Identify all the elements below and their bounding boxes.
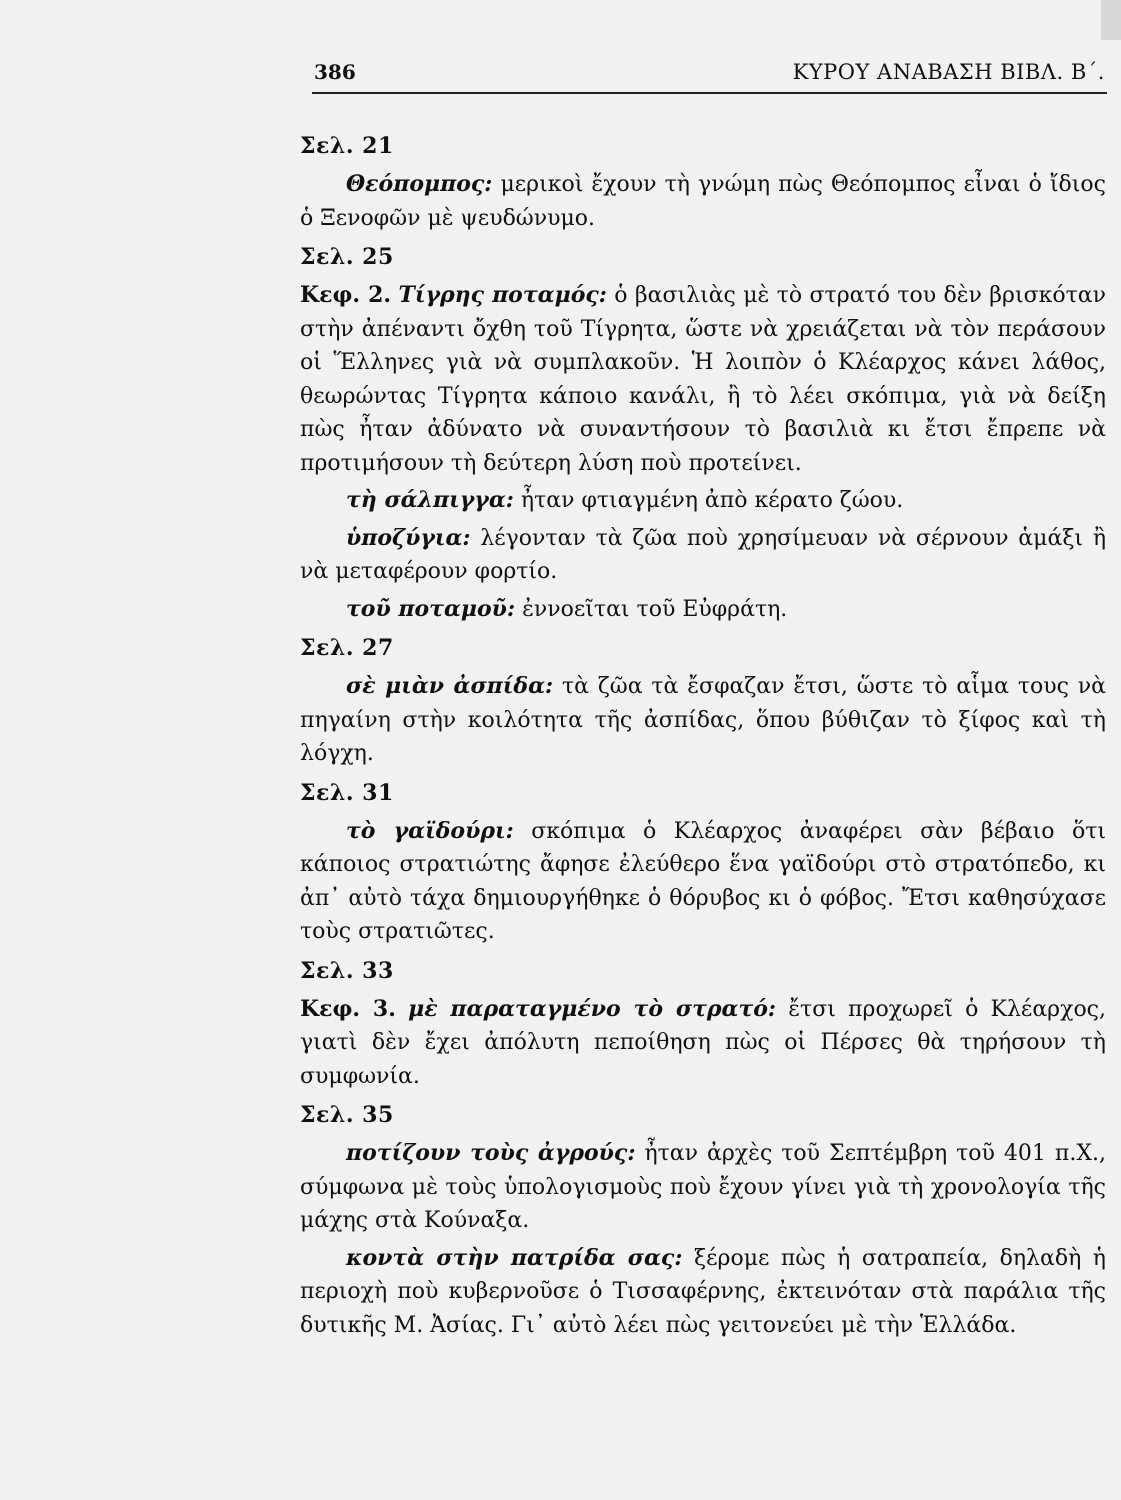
note-paragraph bbox=[300, 593, 1106, 627]
chapter-ref: Κεφ. 3. bbox=[300, 995, 396, 1022]
note-text: ἦταν φτιαγμένη ἀπὸ κέρατο ζώου. bbox=[513, 488, 904, 513]
note-paragraph bbox=[300, 279, 1106, 480]
note-text: τὰ ζῶα τὰ ἔσφαζαν ἔτσι, ὥστε τὸ αἷμα τους νὰ πηγαίνη στὴν κοιλότητα τῆς ἀσπίδας, ὅπου βύθιζαν τὸ ξίφος καὶ τὴ λόγχη. bbox=[300, 674, 1106, 766]
note-term: κοντὰ στὴν πατρίδα σας: bbox=[346, 1244, 683, 1271]
page-number: 386 bbox=[314, 60, 356, 84]
commentary-body bbox=[300, 128, 1106, 1346]
note-paragraph bbox=[300, 522, 1106, 589]
chapter-ref: Κεφ. 2. bbox=[300, 282, 392, 308]
note-text: λέγονταν τὰ ζῶα ποὺ χρησίμευαν νὰ σέρνουν ἁμάξι ἢ νὰ μεταφέρουν φορτίο. bbox=[300, 525, 1106, 584]
note-text: ἐννοεῖται τοῦ Εὐφράτη. bbox=[515, 596, 788, 622]
note-term: τοῦ ποταμοῦ: bbox=[346, 595, 516, 622]
note-paragraph bbox=[300, 1137, 1106, 1238]
running-title: ΚΥΡΟΥ ΑΝΑΒΑΣΗ ΒΙΒΛ. Β΄. bbox=[792, 60, 1105, 84]
note-text: σκόπιμα ὁ Κλέαρχος ἀναφέρει σὰν βέβαιο ὅτι κάποιος στρατιώτης ἄφησε ἐλεύθερο ἕνα γαϊδούρι στὸ στρατόπεδο, κι ἀπ᾽ αὐτὸ τάχα δημιουργήθηκε ὁ θόρυβος κι ὁ φόβος. Ἔτσι καθησύχασε τοὺς στρατιῶτες. bbox=[300, 818, 1106, 944]
note-text: ὁ βασιλιὰς μὲ τὸ στρατό του δὲν βρισκόταν στὴν ἀπέναντι ὄχθη τοῦ Τίγρητα, ὥστε νὰ χρειάζεται νὰ τὸν περάσουν οἱ Ἕλληνες γιὰ νὰ συμπλακοῦν. Ἡ λοιπὸν ὁ Κλέαρχος κάνει λάθος, θεωρώντας Τίγρητα κάποιο κανάλι, ἢ τὸ λέει σκόπιμα, γιὰ νὰ δείξη πὼς ἦταν ἀδύνατο νὰ συναντήσουν τὸ βασιλιὰ κι ἔτσι ἔπρεπε νὰ προτιμήσουν τὴ δεύτερη λύση ποὺ προτείνει. bbox=[300, 283, 1106, 476]
note-term: Θεόπομπος: bbox=[346, 171, 493, 197]
note-term: μὲ παραταγμένο τὸ στρατό: bbox=[408, 995, 777, 1022]
note-term: ποτίζουν τοὺς ἀγρούς: bbox=[346, 1140, 636, 1166]
note-term: τὴ σάλπιγγα: bbox=[346, 487, 514, 513]
section-heading: Σελ. 35 bbox=[300, 1102, 394, 1128]
page-corner-shadow bbox=[1101, 0, 1121, 40]
note-text: ἔτσι προχωρεῖ ὁ Κλέαρχος, γιατὶ δὲν ἔχει ἀπόλυτη πεποίθηση πὼς οἱ Πέρσες θὰ τηρήσουν τὴ συμφωνία. bbox=[300, 996, 1107, 1089]
page-header bbox=[312, 56, 1107, 94]
section-heading: Σελ. 33 bbox=[300, 957, 394, 984]
section-heading: Σελ. 31 bbox=[300, 779, 394, 806]
section-heading: Σελ. 25 bbox=[300, 244, 394, 270]
note-text: ξέρομε πὼς ἡ σατραπεία, δηλαδὴ ἡ περιοχὴ ποὺ κυβερνοῦσε ὁ Τισσαφέρνης, ἐκτεινόταν στὰ παράλια τῆς δυτικῆς Μ. Ἀσίας. Γι᾽ αὐτὸ λέει πὼς γειτονεύει μὲ τὴν Ἑλλάδα. bbox=[300, 1245, 1106, 1338]
note-paragraph bbox=[300, 993, 1106, 1094]
note-paragraph bbox=[300, 1242, 1106, 1343]
note-text: μερικοὶ ἔχουν τὴ γνώμη πὼς Θεόπομπος εἶναι ὁ ἴδιος ὁ Ξενοφῶν μὲ ψευδώνυμο. bbox=[300, 172, 1106, 231]
note-paragraph bbox=[300, 815, 1106, 949]
note-paragraph bbox=[300, 670, 1106, 771]
note-term: σὲ μιὰν ἀσπίδα: bbox=[346, 673, 554, 699]
note-paragraph bbox=[300, 168, 1106, 235]
note-term: ὑποζύγια: bbox=[346, 524, 471, 551]
section-heading: Σελ. 21 bbox=[300, 133, 394, 159]
note-term: τὸ γαϊδούρι: bbox=[346, 817, 514, 844]
note-paragraph bbox=[300, 484, 1106, 518]
note-term: Τίγρης ποταμός: bbox=[398, 282, 607, 308]
note-text: ἦταν ἀρχὲς τοῦ Σεπτέμβρη τοῦ 401 π.Χ., σύμφωνα μὲ τοὺς ὑπολογισμοὺς ποὺ ἔχουν γίνει γιὰ τὴ χρονολογία τῆς μάχης στὰ Κούναξα. bbox=[300, 1141, 1106, 1233]
section-heading: Σελ. 27 bbox=[300, 635, 394, 661]
